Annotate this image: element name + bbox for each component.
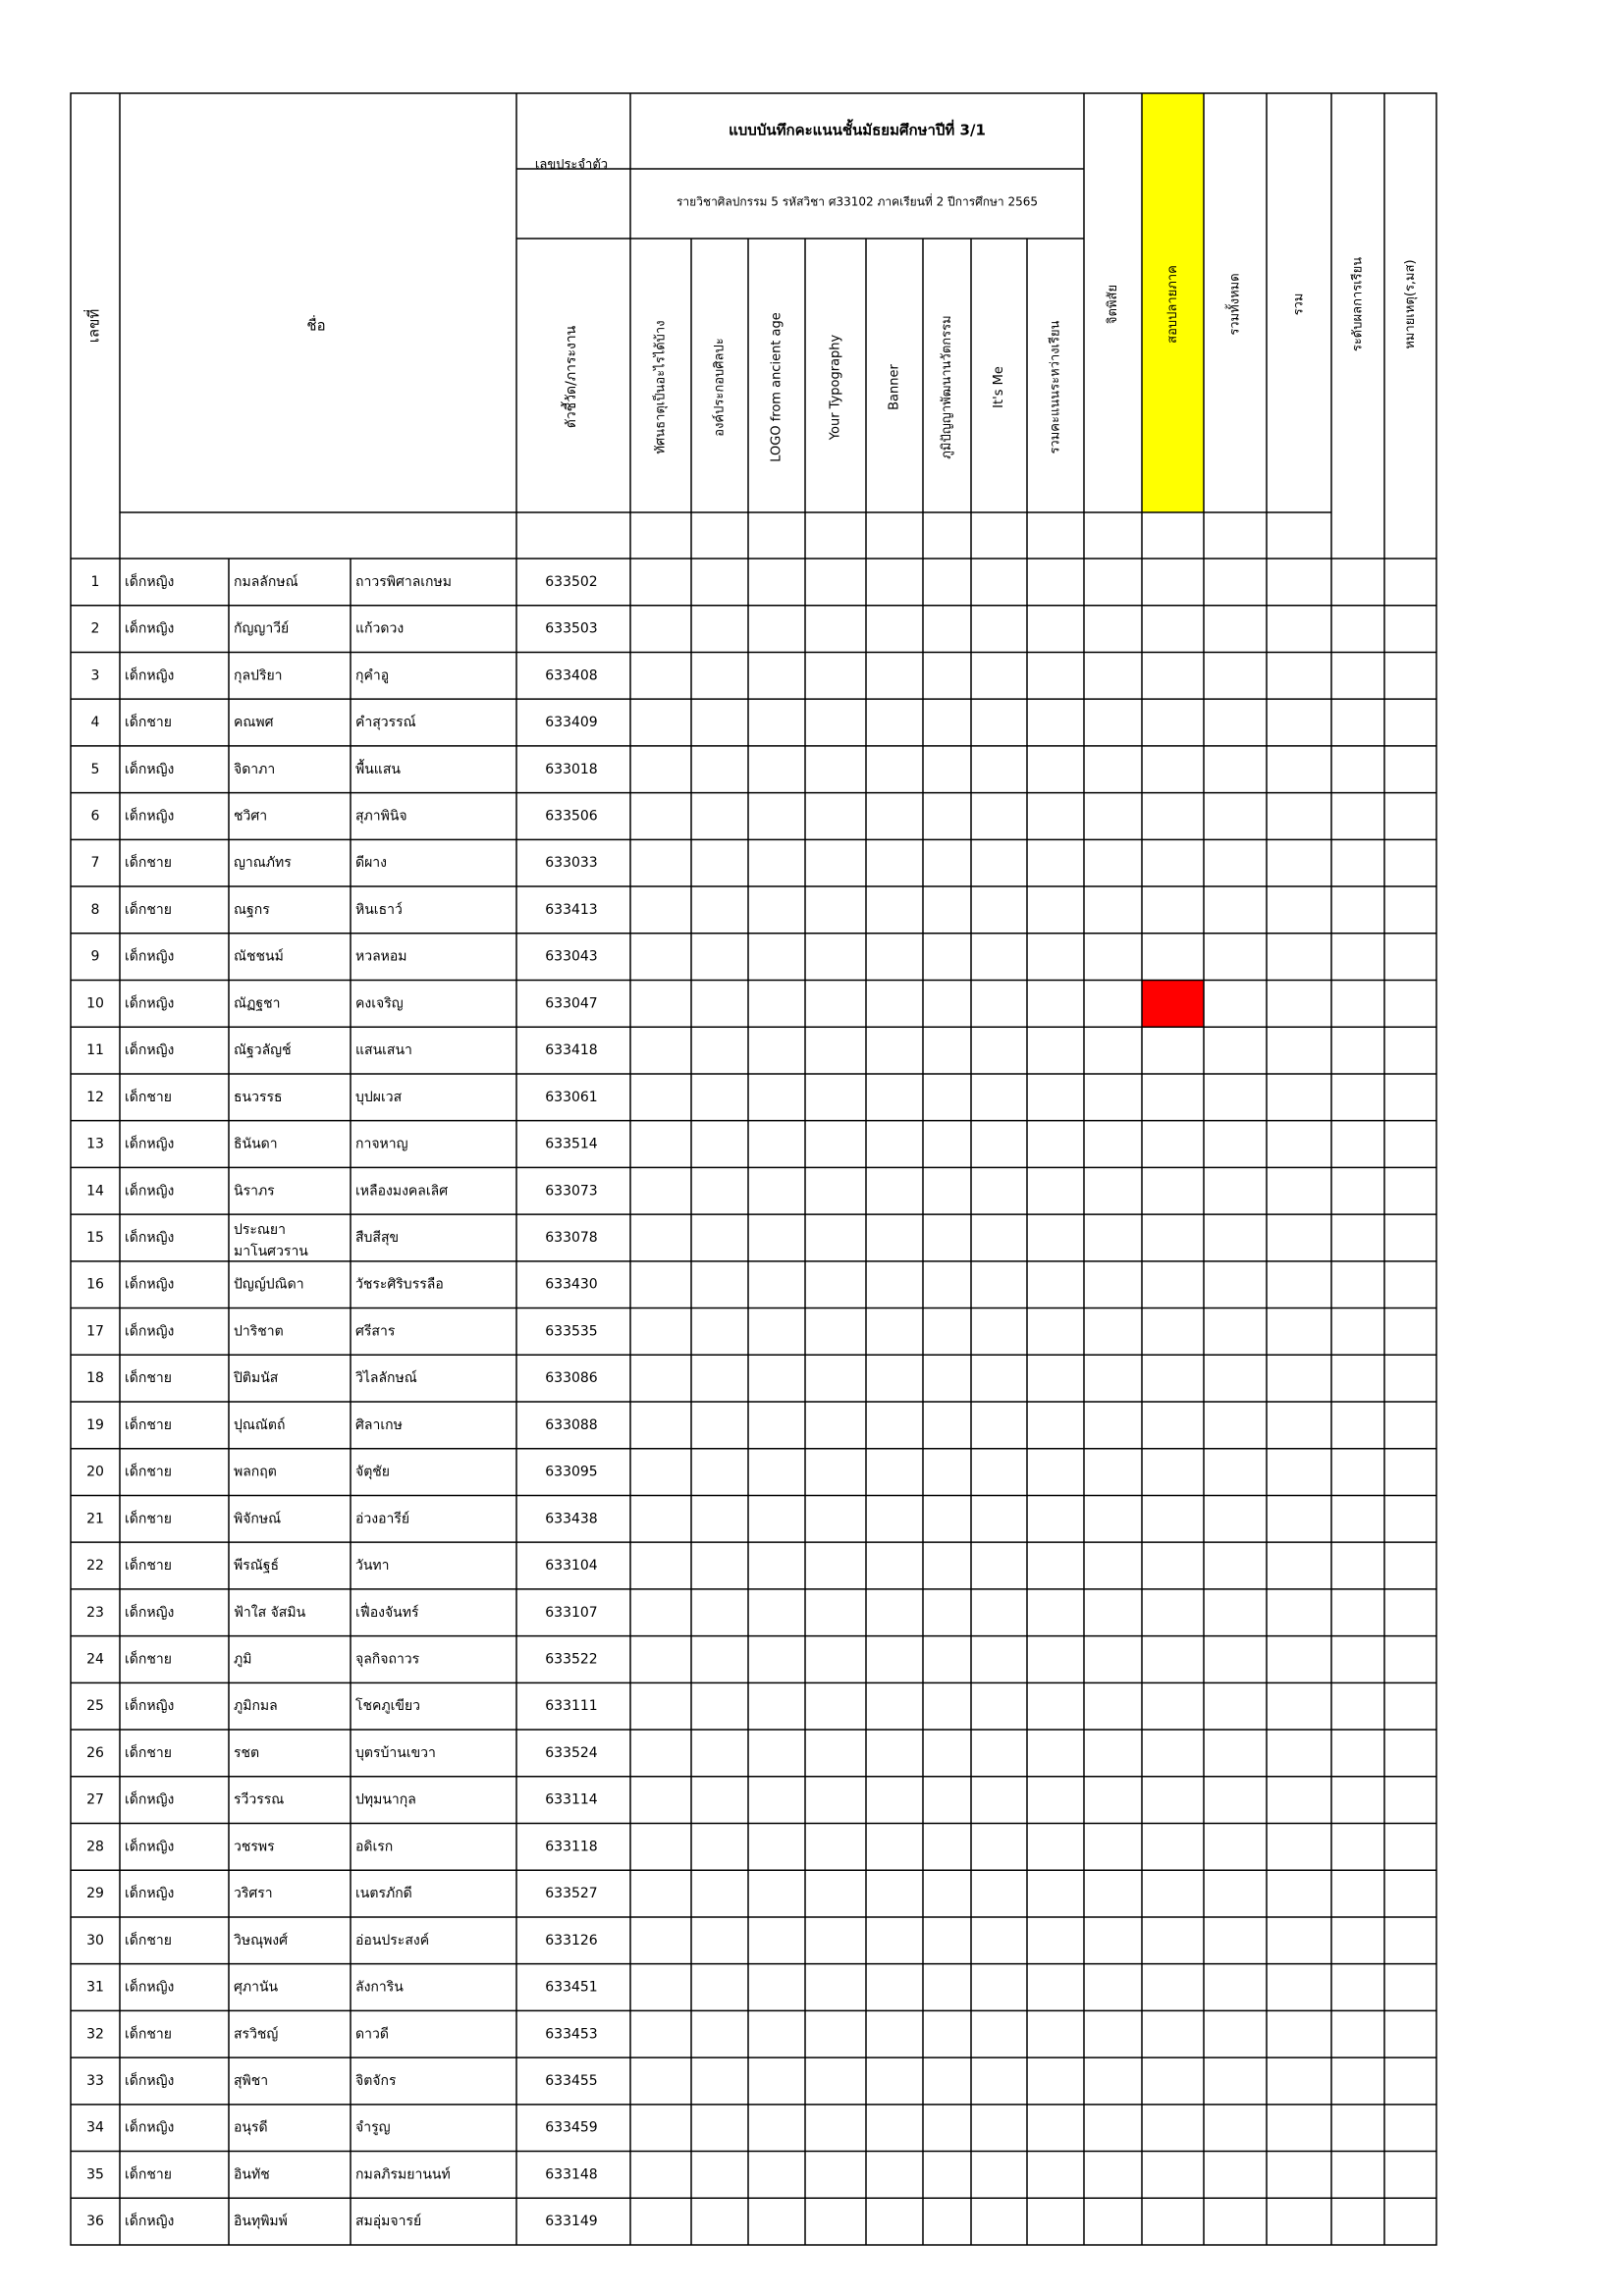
row-number: 19: [86, 1416, 104, 1433]
row-student-id: 633073: [545, 1183, 598, 1200]
row-student-id: 633018: [545, 761, 598, 777]
row-number: 18: [86, 1370, 104, 1387]
row-last-name: จำรูญ: [355, 2119, 391, 2136]
row-first-name: ธินันดา: [234, 1136, 278, 1152]
assignment-header-4: Your Typography: [828, 334, 843, 441]
row-student-id: 633104: [545, 1558, 598, 1575]
row-first-name: ณฐกร: [234, 901, 270, 918]
table-row: [86, 1041, 598, 1058]
row-first-name: สรวิชญ์: [234, 2026, 279, 2043]
row-prefix: เด็กหญิง: [125, 2119, 175, 2136]
row-first-name: ฟ้าใส จัสมิน: [234, 1604, 306, 1621]
summary-header-1: จิตพิสัย: [1106, 284, 1120, 325]
row-student-id: 633111: [545, 1698, 598, 1715]
row-student-id: 633088: [545, 1416, 598, 1433]
row-student-id: 633118: [545, 1839, 598, 1855]
row-last-name: ปทุมนากุล: [355, 1791, 416, 1808]
row-first-name: รชต: [234, 1744, 260, 1761]
row-last-name: แก้วดวง: [355, 620, 405, 637]
row-prefix: เด็กหญิง: [125, 995, 175, 1012]
table-row: [86, 993, 598, 1011]
row-student-id: 633061: [545, 1089, 598, 1105]
row-prefix: เด็กหญิง: [125, 1183, 175, 1200]
summary-header-2: สอบปลายภาค: [1165, 265, 1180, 344]
row-first-name: ปิติมนัส: [234, 1370, 279, 1387]
row-student-id: 633524: [545, 1744, 598, 1761]
table-row: [86, 1135, 598, 1152]
table-row: [86, 1978, 598, 1996]
row-prefix: เด็กชาย: [125, 715, 172, 731]
assignment-header-8: รวมคะแนนระหว่างเรียน: [1048, 320, 1063, 454]
row-student-id: 633126: [545, 1932, 598, 1949]
sheet-subtitle: รายวิชาศิลปกรรม 5 รหัสวิชา ศ33102 ภาคเรียนที่ 2 ปีการศึกษา 2565: [676, 194, 1039, 209]
row-prefix: เด็กหญิง: [125, 1136, 175, 1152]
row-last-name: กุคำอู: [355, 667, 390, 684]
row-first-name: นิราภร: [234, 1183, 275, 1200]
row-student-id: 633078: [545, 1229, 598, 1246]
row-last-name: คงเจริญ: [355, 995, 404, 1012]
row-last-name: ดาวดี: [355, 2026, 389, 2043]
row-first-name: อินทุพิมพ์: [234, 2214, 288, 2230]
row-last-name: กาจหาญ: [355, 1136, 408, 1152]
table-row: [91, 806, 598, 824]
row-number: 12: [86, 1089, 104, 1105]
row-number: 11: [86, 1042, 104, 1059]
row-first-name: ภูมิ: [234, 1651, 252, 1668]
row-first-name: คณพศ: [234, 715, 274, 731]
row-last-name: อ่วงอารีย์: [355, 1511, 410, 1527]
row-number: 33: [86, 2072, 104, 2089]
row-first-name: วริศรา: [234, 1886, 273, 1902]
table-row: [86, 1603, 598, 1621]
row-first-name: อินทัช: [234, 2166, 270, 2183]
row-number: 2: [90, 620, 100, 637]
row-first-name: อนุรดี: [234, 2119, 268, 2136]
row-prefix: เด็กชาย: [125, 1416, 172, 1433]
row-student-id: 633502: [545, 573, 598, 590]
row-number: 10: [86, 995, 104, 1012]
row-number: 6: [90, 808, 100, 825]
row-student-id: 633086: [545, 1370, 598, 1387]
row-first-name: กุลปริยา: [234, 667, 283, 684]
row-student-id: 633459: [545, 2119, 598, 2136]
row-last-name: หินเธาว์: [355, 901, 403, 918]
row-last-name: กมลภิรมยานนท์: [355, 2166, 451, 2183]
row-student-id: 633107: [545, 1604, 598, 1621]
row-last-name: ถาวรพิศาลเกษม: [355, 573, 452, 590]
row-student-id: 633453: [545, 2026, 598, 2043]
table-row: [86, 1837, 598, 1854]
table-row: [86, 1463, 598, 1480]
row-last-name: เฟื่องจันทร์: [355, 1604, 419, 1621]
row-prefix: เด็กชาย: [125, 2026, 172, 2043]
table-row: [86, 1790, 598, 1808]
row-prefix: เด็กชาย: [125, 901, 172, 918]
row-student-id: 633033: [545, 855, 598, 872]
row-number: 24: [86, 1651, 104, 1668]
row-student-id: 633503: [545, 620, 598, 637]
row-last-name: บุปผเวส: [355, 1089, 403, 1105]
table-row: [91, 947, 598, 965]
row-number: 20: [86, 1464, 104, 1480]
table-row: [86, 1931, 598, 1949]
table-row: [86, 1321, 598, 1339]
row-prefix: เด็กหญิง: [125, 1791, 175, 1808]
summary-header-3: รวมทั้งหมด: [1227, 273, 1243, 336]
row-number: 27: [86, 1791, 104, 1808]
row-last-name: หวลหอม: [355, 948, 407, 965]
row-first-name: พีรณัฐธ์: [234, 1558, 280, 1575]
table-row: [86, 2071, 598, 2089]
row-prefix: เด็กชาย: [125, 1932, 172, 1949]
table-row: [91, 713, 598, 730]
row-first-name: ภูมิกมล: [234, 1698, 278, 1715]
row-prefix: เด็กหญิง: [125, 761, 175, 777]
summary-header-6: หมายเหตุ(ร,มส): [1403, 259, 1418, 349]
row-student-id: 633418: [545, 1042, 598, 1059]
table-row: [91, 853, 598, 871]
row-number: 8: [90, 901, 100, 918]
row-number: 34: [86, 2119, 104, 2136]
row-first-name: ประณยา: [234, 1221, 286, 1238]
table-row: [91, 900, 598, 918]
row-prefix: เด็กหญิง: [125, 1698, 175, 1715]
row-number: 23: [86, 1604, 104, 1621]
row-student-id: 633506: [545, 808, 598, 825]
row-first-name: รวีวรรณ: [234, 1791, 285, 1808]
row-number: 7: [90, 855, 100, 872]
row-number: 14: [86, 1183, 104, 1200]
table-row: [91, 759, 598, 777]
row-first-name: ณัฏฐชา: [234, 995, 281, 1012]
row-first-name: พลกฤต: [234, 1464, 277, 1480]
row-last-name: ศรีสาร: [355, 1323, 396, 1340]
row-prefix: เด็กหญิง: [125, 667, 175, 684]
row-student-id: 633438: [545, 1511, 598, 1527]
row-prefix: เด็กหญิง: [125, 1839, 175, 1855]
row-prefix: เด็กชาย: [125, 1744, 172, 1761]
row-number: 32: [86, 2026, 104, 2043]
row-last-name: ดีผาง: [355, 855, 387, 872]
row-last-name: สมอุ่มจารย์: [355, 2214, 422, 2230]
row-student-id: 633430: [545, 1276, 598, 1293]
row-number: 4: [90, 715, 100, 731]
row-last-name: อดิเรก: [355, 1839, 394, 1855]
row-number: 21: [86, 1511, 104, 1527]
row-first-name: ญาณภัทร: [234, 855, 292, 872]
row-first-name: วชรพร: [234, 1839, 275, 1855]
row-prefix: เด็กหญิง: [125, 1323, 175, 1340]
row-last-name: วันทา: [355, 1558, 390, 1575]
table-row: [86, 1222, 598, 1259]
row-student-id: 633095: [545, 1464, 598, 1480]
row-number: 26: [86, 1744, 104, 1761]
row-prefix: เด็กชาย: [125, 1511, 172, 1527]
row-first-name: ปุณณัตถ์: [234, 1416, 286, 1433]
row-last-name: อ่อนประสงค์: [355, 1932, 430, 1949]
row-prefix: เด็กหญิง: [125, 2214, 175, 2230]
row-prefix: เด็กหญิง: [125, 1979, 175, 1996]
row-last-name: แสนเสนา: [355, 1042, 412, 1059]
table-row: [91, 572, 598, 590]
row-number: 22: [86, 1558, 104, 1575]
row-student-id: 633047: [545, 995, 598, 1012]
row-number: 13: [86, 1136, 104, 1152]
row-number: 28: [86, 1839, 104, 1855]
table-row: [86, 1275, 598, 1293]
row-student-id: 633149: [545, 2214, 598, 2230]
row-prefix: เด็กหญิง: [125, 1886, 175, 1902]
row-student-id: 633535: [545, 1323, 598, 1340]
row-student-id: 633514: [545, 1136, 598, 1152]
row-student-id: 633451: [545, 1979, 598, 1996]
row-prefix: เด็กชาย: [125, 1651, 172, 1668]
row-last-name: วัชระศิริบรรลือ: [355, 1276, 444, 1293]
row-first-name: ณัชชนม์: [234, 948, 284, 965]
row-prefix: เด็กหญิง: [125, 948, 175, 965]
header-indicator: ตัวชี้วัด/ภาระงาน: [564, 325, 579, 429]
table-row: [86, 1696, 598, 1714]
summary-header-4: รวม: [1291, 293, 1307, 316]
row-student-id: 633148: [545, 2166, 598, 2183]
row-first-name: ศุภานัน: [234, 1979, 279, 1996]
row-prefix: เด็กชาย: [125, 1558, 172, 1575]
row-student-id: 633043: [545, 948, 598, 965]
table-row: [86, 1368, 598, 1386]
row-student-id: 633413: [545, 901, 598, 918]
row-first-name: พิจักษณ์: [234, 1511, 282, 1527]
row-last-name: เหลืองมงคลเลิศ: [355, 1183, 449, 1200]
summary-header-5: ระดับผลการเรียน: [1350, 256, 1366, 352]
row-last-name: สุภาพินิจ: [355, 808, 407, 825]
assignment-header-6: ภูมิปัญญาพัฒนานวัตกรรม: [940, 315, 954, 459]
row-first-name: จิดาภา: [234, 761, 276, 777]
row-student-id: 633409: [545, 715, 598, 731]
row-number: 25: [86, 1698, 104, 1715]
table-row: [86, 1556, 598, 1574]
row-prefix: เด็กหญิง: [125, 1042, 175, 1059]
row-number: 1: [90, 573, 100, 590]
row-number: 9: [90, 948, 100, 965]
row-prefix: เด็กหญิง: [125, 1604, 175, 1621]
row-last-name: จิตจักร: [355, 2072, 397, 2089]
table-row: [86, 2024, 598, 2042]
table-row: [86, 1509, 598, 1526]
row-prefix: เด็กหญิง: [125, 2072, 175, 2089]
row-student-id: 633455: [545, 2072, 598, 2089]
row-prefix: เด็กหญิง: [125, 1229, 175, 1246]
row-last-name: สืบสีสุข: [355, 1229, 400, 1246]
row-number: 3: [90, 667, 100, 684]
row-first-name: ชวิศา: [234, 808, 268, 825]
row-student-id: 633114: [545, 1791, 598, 1808]
row-number: 16: [86, 1276, 104, 1293]
flagged-cell: [1142, 981, 1204, 1028]
row-prefix: เด็กชาย: [125, 855, 172, 872]
header-number: เลขที่: [84, 308, 103, 344]
row-first-name-cont: มาโนศวราน: [234, 1243, 308, 1259]
row-last-name: จัตุชัย: [355, 1464, 390, 1480]
row-last-name: พื้นแสน: [355, 761, 401, 777]
assignment-header-2: องค์ประกอบศิลปะ: [712, 338, 728, 437]
row-last-name: วิไลลักษณ์: [355, 1370, 417, 1387]
row-first-name: กมลลักษณ์: [234, 573, 298, 590]
table-row: [86, 1649, 598, 1667]
table-row: [86, 1181, 598, 1199]
row-prefix: เด็กชาย: [125, 2166, 172, 2183]
table-row: [86, 1884, 598, 1901]
row-prefix: เด็กชาย: [125, 1370, 172, 1387]
row-student-id: 633408: [545, 667, 598, 684]
row-student-id: 633527: [545, 1886, 598, 1902]
row-number: 31: [86, 1979, 104, 1996]
row-first-name: ปัญญ์ปณิดา: [234, 1276, 304, 1293]
sheet-title: แบบบันทึกคะแนนชั้นมัธยมศึกษาปีที่ 3/1: [729, 121, 986, 139]
row-prefix: เด็กหญิง: [125, 620, 175, 637]
assignment-header-3: LOGO from ancient age: [769, 312, 784, 462]
table-row: [86, 2118, 598, 2136]
row-first-name: สุพิชา: [234, 2072, 269, 2089]
row-first-name: ธนวรรธ: [234, 1089, 283, 1105]
table-row: [86, 2164, 598, 2182]
row-prefix: เด็กชาย: [125, 1089, 172, 1105]
row-last-name: คำสุวรรณ์: [355, 715, 416, 731]
table-row: [86, 1415, 598, 1433]
header-student-id: เลขประจำตัว: [534, 157, 609, 173]
row-first-name: ณัฐวลัญช์: [234, 1042, 292, 1059]
assignment-header-7: It's Me: [992, 366, 1006, 408]
row-prefix: เด็กชาย: [125, 1464, 172, 1480]
row-first-name: วิษณุพงศ์: [234, 1932, 289, 1949]
assignment-header-5: Banner: [887, 364, 902, 410]
row-number: 5: [90, 761, 100, 777]
row-first-name: กัญญาวีย์: [234, 620, 290, 637]
assignment-header-1: ทัศนธาตุเป็นอะไรได้บ้าง: [653, 320, 669, 454]
row-number: 15: [86, 1229, 104, 1246]
row-number: 17: [86, 1323, 104, 1340]
row-number: 35: [86, 2166, 104, 2183]
table-row: [86, 1088, 598, 1105]
table-row: [86, 2212, 598, 2229]
row-last-name: ศิลาเกษ: [355, 1416, 403, 1433]
table-row: [91, 666, 598, 683]
row-student-id: 633522: [545, 1651, 598, 1668]
row-number: 36: [86, 2214, 104, 2230]
table-row: [86, 1743, 598, 1761]
row-last-name: โชคภูเขียว: [355, 1698, 421, 1715]
table-row: [91, 619, 598, 637]
row-last-name: จุลกิจถาวร: [355, 1651, 420, 1668]
row-last-name: เนตรภักดี: [355, 1886, 412, 1902]
row-number: 29: [86, 1886, 104, 1902]
row-last-name: ลังการิน: [355, 1979, 404, 1996]
row-number: 30: [86, 1932, 104, 1949]
row-first-name: ปาริชาต: [234, 1323, 284, 1340]
header-name: ชื่อ: [306, 316, 326, 335]
row-last-name: บุตรบ้านเขวา: [355, 1744, 436, 1761]
row-prefix: เด็กหญิง: [125, 808, 175, 825]
row-prefix: เด็กหญิง: [125, 573, 175, 590]
row-prefix: เด็กหญิง: [125, 1276, 175, 1293]
